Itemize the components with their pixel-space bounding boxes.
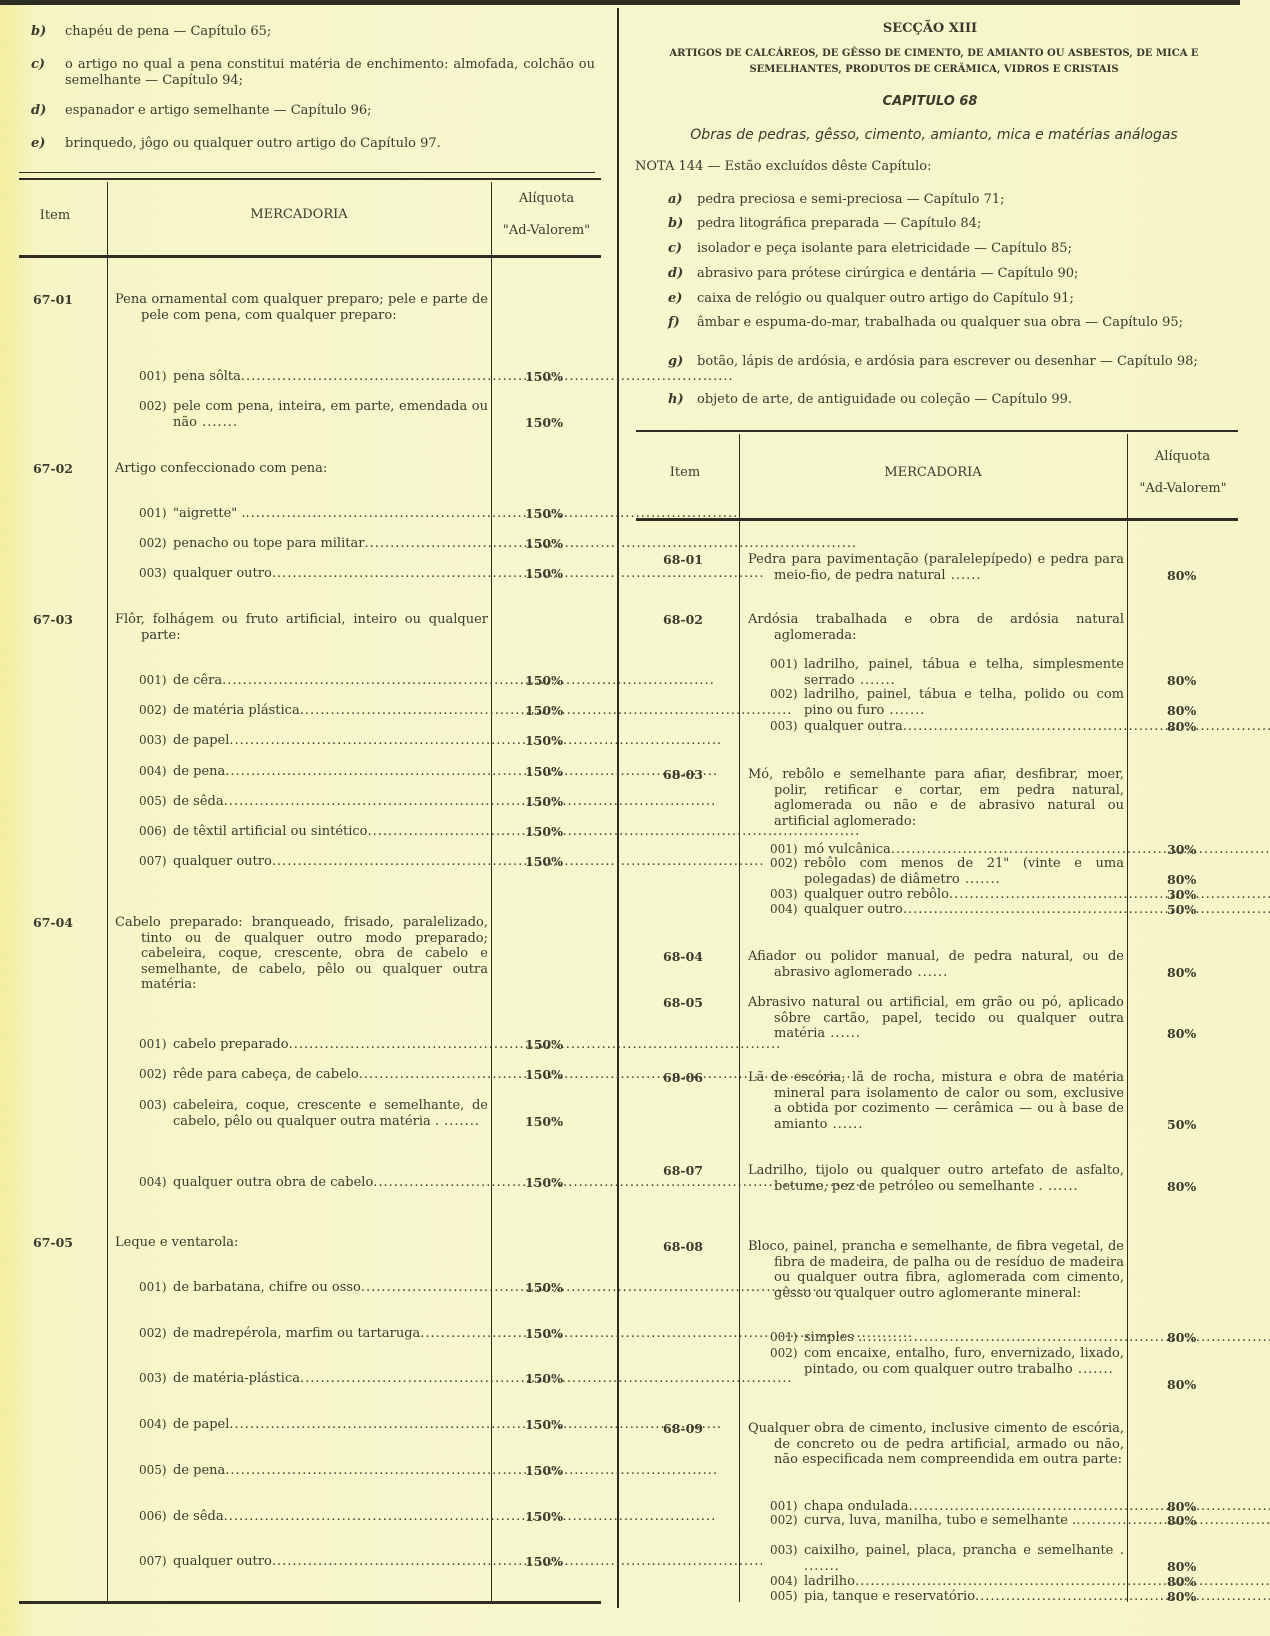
sub-item-rate: 80% xyxy=(1167,1377,1197,1393)
sub-item-code: 002) xyxy=(139,536,167,550)
sub-item xyxy=(770,1346,1124,1377)
sub-item-text xyxy=(173,1098,488,1129)
sub-item-code: 001) xyxy=(139,506,167,520)
leader-dots: ...... xyxy=(912,964,949,980)
right-table-top-rule xyxy=(636,430,1238,432)
sub-item-label: mó vulcânica xyxy=(804,842,891,857)
leader-dots xyxy=(225,764,718,780)
sub-item xyxy=(139,1280,488,1296)
item-code: 68-05 xyxy=(663,995,703,1010)
sub-item-code: 002) xyxy=(770,1513,798,1527)
sub-item-label: penacho ou tope para militar xyxy=(173,536,365,551)
sub-item-code: 003) xyxy=(139,566,167,580)
sub-item-rate: 150% xyxy=(525,1280,563,1295)
sub-item-label: de papel xyxy=(173,1417,230,1432)
sub-item-rate: 80% xyxy=(1167,1589,1197,1604)
sub-item xyxy=(139,1371,488,1387)
sub-item xyxy=(770,902,1124,918)
sub-item-label: de madrepérola, marfim ou tartaruga xyxy=(173,1326,421,1341)
sub-item-code: 006) xyxy=(139,824,167,838)
leader-dots xyxy=(855,1574,1270,1590)
sub-item-code: 004) xyxy=(770,902,798,916)
sub-item-rate: 150% xyxy=(525,764,563,779)
sub-item-label: qualquer outro xyxy=(173,1554,272,1569)
sub-item-rate: 80% xyxy=(1167,1513,1197,1528)
sub-item xyxy=(139,1463,488,1479)
leader-dots: ....... xyxy=(854,672,896,688)
sub-item-rate: 150% xyxy=(525,566,563,581)
sub-item-text xyxy=(173,566,765,582)
sub-item-label: rebôlo com menos de 21" (vinte e uma polegadas) de diâmetro xyxy=(804,856,1124,887)
sub-item-rate: 150% xyxy=(525,369,563,384)
sub-item-rate: 80% xyxy=(1167,702,1197,718)
leader-dots xyxy=(862,1330,1270,1346)
sub-item-text xyxy=(804,657,1124,688)
item-description-text: Ladrilho, tijolo ou qualquer outro artefato de asfalto, betume, pez de petróleo ou semelhante . xyxy=(748,1163,1124,1194)
sub-item-code: 001) xyxy=(139,1280,167,1294)
sub-item-rate: 80% xyxy=(1167,871,1197,887)
sub-item xyxy=(139,1509,488,1525)
sub-item-code: 002) xyxy=(139,1067,167,1081)
sub-item xyxy=(139,733,488,749)
sub-item-text xyxy=(173,854,765,870)
sub-item-rate: 50% xyxy=(1167,902,1197,917)
sub-item-label: de cêra xyxy=(173,673,223,688)
sub-item-code: 002) xyxy=(139,399,167,413)
item-description: Artigo confeccionado com pena: xyxy=(115,461,328,476)
note-label: e) xyxy=(668,291,683,306)
sub-item-label: "aigrette" . xyxy=(173,506,246,521)
sub-item-code: 001) xyxy=(770,842,798,856)
sub-item-rate: 150% xyxy=(525,1113,563,1129)
note-label: c) xyxy=(668,241,683,256)
item-description: Leque e ventarola: xyxy=(115,1235,239,1250)
sub-item-rate: 150% xyxy=(525,733,563,748)
sub-item xyxy=(770,657,1124,688)
leader-dots xyxy=(949,887,1270,903)
item-code: 68-06 xyxy=(663,1070,703,1085)
note-text: âmbar e espuma-do-mar, trabalhada ou qualquer sua obra — Capítulo 95; xyxy=(697,315,1184,330)
leader-dots xyxy=(224,1509,717,1525)
item-description xyxy=(748,1070,1124,1132)
sub-item xyxy=(139,794,488,810)
sub-item-code: 007) xyxy=(139,1554,167,1568)
sub-item-rate: 150% xyxy=(525,536,563,551)
sub-item-text xyxy=(173,1417,722,1433)
sub-item-label: de papel xyxy=(173,733,230,748)
item-code: 67-02 xyxy=(33,461,73,476)
note-label: h) xyxy=(668,392,684,407)
sub-item-code: 002) xyxy=(770,687,798,701)
sub-item-text xyxy=(173,1371,793,1387)
item-description xyxy=(748,552,1124,583)
right-header-mercadoria: MERCADORIA xyxy=(884,465,982,480)
note-label: b) xyxy=(668,216,684,231)
sub-item xyxy=(139,1554,488,1570)
sub-item xyxy=(770,1543,1124,1574)
sub-item-code: 001) xyxy=(770,657,798,671)
item-description: Ardósia trabalhada e obra de ardósia natural aglomerada: xyxy=(748,612,1124,643)
left-table-col2-line xyxy=(491,182,492,1601)
sub-item-text xyxy=(804,902,1270,918)
sub-item-text xyxy=(804,856,1124,887)
sub-item-code: 003) xyxy=(139,1098,167,1112)
sub-item-label: de matéria-plástica xyxy=(173,1371,300,1386)
item-code: 67-01 xyxy=(33,292,73,307)
sub-item-text xyxy=(804,1543,1124,1574)
item-description-text: Abrasivo natural ou artificial, em grão ou pó, aplicado sôbre cartão, papel, tecido ou qualquer outra matéria xyxy=(748,995,1124,1042)
sub-item-text xyxy=(173,1509,716,1525)
sub-item-text xyxy=(173,1037,781,1053)
sub-item xyxy=(139,1175,488,1191)
right-table-col2-line xyxy=(1127,434,1128,1602)
sub-item-label: de barbatana, chifre ou osso xyxy=(173,1280,361,1295)
sub-item xyxy=(139,1417,488,1433)
sub-item-rate: 150% xyxy=(525,506,563,521)
sub-item-code: 004) xyxy=(770,1574,798,1588)
sub-item-code: 005) xyxy=(139,794,167,808)
note-label: g) xyxy=(668,354,684,369)
sub-item-label: qualquer outro xyxy=(804,902,903,917)
left-header-item: Item xyxy=(39,208,71,223)
sub-item-label: curva, luva, manilha, tubo e semelhante . xyxy=(804,1513,1077,1528)
sub-item xyxy=(770,1589,1124,1605)
sub-item-rate: 150% xyxy=(525,854,563,869)
left-table-bottom-rule xyxy=(19,1601,601,1604)
item-code: 67-04 xyxy=(33,915,73,930)
item-rate: 50% xyxy=(1167,1116,1197,1132)
sub-item-label: qualquer outra obra de cabelo xyxy=(173,1175,374,1190)
right-table-col1-line xyxy=(739,434,740,1602)
leader-dots: ....... xyxy=(804,1558,840,1574)
sub-item-rate: 150% xyxy=(525,1554,563,1569)
sub-item xyxy=(139,824,488,840)
leader-dots xyxy=(272,1554,765,1570)
leader-dots: ...... xyxy=(825,1026,862,1042)
item-description xyxy=(748,949,1124,980)
leader-dots xyxy=(975,1589,1270,1605)
sub-item-text xyxy=(173,369,734,385)
sub-item-code: 002) xyxy=(139,1326,167,1340)
item-code: 68-07 xyxy=(663,1163,703,1178)
sub-item xyxy=(139,536,488,552)
item-code: 68-02 xyxy=(663,612,703,627)
sub-item-label: rêde para cabeça, de cabelo xyxy=(173,1067,359,1082)
sub-item-rate: 150% xyxy=(525,1371,563,1386)
sub-item-rate: 150% xyxy=(525,1417,563,1432)
note-text: abrasivo para prótese cirúrgica e dentária — Capítulo 90; xyxy=(697,266,1079,281)
note-text: objeto de arte, de antiguidade ou coleção — Capítulo 99. xyxy=(697,392,1073,407)
sub-item-label: de sêda xyxy=(173,794,224,809)
item-rate: 80% xyxy=(1167,964,1197,980)
leader-dots: ....... xyxy=(439,1113,481,1129)
leader-dots xyxy=(903,719,1270,735)
note-label: d) xyxy=(668,266,684,281)
sub-item-rate: 150% xyxy=(525,1037,563,1052)
sub-item-code: 003) xyxy=(770,1543,798,1557)
leader-dots: ...... xyxy=(1042,1178,1079,1194)
leader-dots xyxy=(241,369,734,385)
sub-item-label: pele com pena, inteira, em parte, emendada ou não xyxy=(173,399,488,430)
sub-item-rate: 150% xyxy=(525,414,563,430)
leader-dots: ....... xyxy=(959,871,1001,887)
sub-item-label: qualquer outro xyxy=(173,566,272,581)
sub-item-label: cabeleira, coque, crescente e semelhante, de cabelo, pêlo ou qualquer outra matéria . xyxy=(173,1098,488,1129)
sub-item xyxy=(139,566,488,582)
sub-item-rate: 80% xyxy=(1167,1574,1197,1589)
leader-dots xyxy=(364,536,857,552)
leader-dots xyxy=(272,566,765,582)
item-description-text: Pedra para pavimentação (paralelepípedo) e pedra para meio-fio, de pedra natural xyxy=(748,552,1124,583)
sub-item-rate: 30% xyxy=(1167,887,1197,902)
sub-item-text xyxy=(173,1463,718,1479)
left-header-mercadoria: MERCADORIA xyxy=(250,207,348,222)
item-rate: 80% xyxy=(1167,1026,1197,1042)
sub-item-text xyxy=(804,1346,1124,1377)
item-rate: 80% xyxy=(1167,1178,1197,1194)
sub-item-text xyxy=(804,719,1270,735)
item-code: 67-03 xyxy=(33,612,73,627)
sub-item xyxy=(770,719,1124,735)
leader-dots xyxy=(903,902,1270,918)
sub-item-label: de têxtil artificial ou sintético xyxy=(173,824,368,839)
sub-item-label: pena sôlta xyxy=(173,369,241,384)
item-description: Pena ornamental com qualquer preparo; pele e parte de pele com pena, com qualquer preparo: xyxy=(115,292,488,323)
sub-item-rate: 150% xyxy=(525,1463,563,1478)
sub-item xyxy=(139,854,488,870)
sub-item-code: 001) xyxy=(139,369,167,383)
leader-dots: ...... xyxy=(945,567,982,583)
right-header-aliquota: Alíquota xyxy=(1154,449,1211,464)
top-border xyxy=(0,0,1240,5)
sub-item xyxy=(139,1067,488,1083)
sub-item-code: 003) xyxy=(770,887,798,901)
sub-item-code: 005) xyxy=(139,1463,167,1477)
sub-item-code: 004) xyxy=(139,1417,167,1431)
sub-item-code: 001) xyxy=(770,1499,798,1513)
sub-item-code: 003) xyxy=(770,719,798,733)
sub-item-label: de sêda xyxy=(173,1509,224,1524)
leader-dots xyxy=(225,1463,718,1479)
sub-item-label: cabelo preparado xyxy=(173,1037,289,1052)
sub-item-code: 004) xyxy=(139,1175,167,1189)
sub-item-label: de matéria plástica xyxy=(173,703,300,718)
sub-item-text xyxy=(173,764,718,780)
sub-item-code: 003) xyxy=(139,733,167,747)
sub-item xyxy=(139,506,488,522)
sub-item xyxy=(139,703,488,719)
sub-item xyxy=(770,1330,1124,1346)
sub-item-code: 004) xyxy=(139,764,167,778)
sub-item-code: 001) xyxy=(139,673,167,687)
item-description: Bloco, painel, prancha e semelhante, de fibra vegetal, de fibra de madeira, de palha ou de resíduo de madeira ou qualquer outra fibra, aglomerada com cimento, gêsso ou qualquer outro aglomerante mineral: xyxy=(748,1239,1124,1301)
note-text: caixa de relógio ou qualquer outro artigo do Capítulo 91; xyxy=(697,291,1074,306)
left-table-top-rule xyxy=(19,178,601,180)
sub-item xyxy=(139,1326,488,1342)
leader-dots: ....... xyxy=(884,702,926,718)
sub-item xyxy=(139,764,488,780)
right-table-header-rule xyxy=(636,518,1238,521)
sub-item-label: caixilho, painel, placa, prancha e semelhante . xyxy=(804,1543,1124,1558)
note-heading: NOTA 144 — Estão excluídos dêste Capítulo: xyxy=(635,159,932,174)
sub-item-code: 006) xyxy=(139,1509,167,1523)
leader-dots xyxy=(229,733,722,749)
sub-item-text xyxy=(173,794,716,810)
sub-item-text xyxy=(804,1589,1270,1605)
leader-dots xyxy=(222,673,715,689)
item-description: Cabelo preparado: branqueado, frisado, paralelizado, tinto ou de qualquer outro modo preparado; cabeleira, coque, crescente, obra de cabelo e semelhante, de cabelo, pêlo ou qualquer outra matéria: xyxy=(115,915,488,993)
sub-item-rate: 150% xyxy=(525,824,563,839)
left-header-aliquota: Alíquota xyxy=(518,191,575,206)
note-label: a) xyxy=(668,192,683,207)
sub-item-rate: 80% xyxy=(1167,719,1197,734)
sub-item-text xyxy=(804,1330,1270,1346)
sub-item-rate: 150% xyxy=(525,794,563,809)
item-description-text: Afiador ou polidor manual, de pedra natural, ou de abrasivo aglomerado xyxy=(748,949,1124,980)
sub-item-label: ladrilho xyxy=(804,1574,855,1589)
sub-item-label: qualquer outro rebôlo xyxy=(804,887,949,902)
item-description: Qualquer obra de cimento, inclusive cimento de escória, de concreto ou de pedra artificial, armado ou não, não especificada nem compreendida em outra parte: xyxy=(748,1421,1124,1468)
item-rate: 80% xyxy=(1167,567,1197,583)
chapter-subtitle: Obras de pedras, gêsso, cimento, amianto, mica e matérias análogas xyxy=(690,127,1178,143)
sub-item-label: ladrilho, painel, tábua e telha, polido ou com pino ou furo xyxy=(804,687,1124,718)
sub-item-rate: 80% xyxy=(1167,672,1197,688)
note-text: isolador e peça isolante para eletricidade — Capítulo 85; xyxy=(697,241,1072,256)
sub-item-code: 002) xyxy=(770,1346,798,1360)
left-header-ad-valorem: "Ad-Valorem" xyxy=(502,223,591,238)
sub-item-text xyxy=(173,399,488,430)
note-text: pedra preciosa e semi-preciosa — Capítulo 71; xyxy=(697,192,1005,207)
note-text: pedra litográfica preparada — Capítulo 84; xyxy=(697,216,982,231)
leader-dots xyxy=(224,794,717,810)
sub-item-text xyxy=(173,673,715,689)
sub-item-rate: 150% xyxy=(525,1175,563,1190)
leader-dots: ....... xyxy=(1072,1361,1114,1377)
sub-item xyxy=(139,399,488,430)
sub-item-code: 003) xyxy=(139,1371,167,1385)
note-text: botão, lápis de ardósia, e ardósia para escrever ou desenhar — Capítulo 98; xyxy=(697,354,1198,369)
sub-item xyxy=(770,687,1124,718)
item-code: 68-08 xyxy=(663,1239,703,1254)
chapter-title: CAPITULO 68 xyxy=(882,94,978,109)
sub-item-rate: 150% xyxy=(525,703,563,718)
sub-item-code: 007) xyxy=(139,854,167,868)
note-label: f) xyxy=(668,315,680,330)
sub-item-text xyxy=(804,687,1124,718)
item-description: Flôr, folhágem ou fruto artificial, inteiro ou qualquer parte: xyxy=(115,612,488,643)
sub-item-label: de pena xyxy=(173,1463,226,1478)
sub-item-label: qualquer outro xyxy=(173,854,272,869)
item-code: 68-04 xyxy=(663,949,703,964)
sub-item-text xyxy=(804,1574,1270,1590)
sub-item xyxy=(770,1513,1124,1529)
sub-item xyxy=(770,887,1124,903)
sub-item-code: 005) xyxy=(770,1589,798,1603)
sub-item-text xyxy=(173,703,792,719)
notes-divider xyxy=(19,172,595,173)
leader-dots: ...... xyxy=(827,1116,864,1132)
sub-item-label: simples . xyxy=(804,1330,863,1345)
item-description: Mó, rebôlo e semelhante para afiar, desfibrar, moer, polir, retificar e cortar, em pedra natural, aglomerada ou não e de abrasivo natural ou artificial aglomerado: xyxy=(748,767,1124,829)
item-code: 68-01 xyxy=(663,552,703,567)
sub-item xyxy=(139,1098,488,1129)
item-description xyxy=(748,1163,1124,1194)
sub-item-label: ladrilho, painel, tábua e telha, simplesmente serrado xyxy=(804,657,1124,688)
sub-item-code: 002) xyxy=(139,703,167,717)
left-table-col1-line xyxy=(107,182,108,1601)
sub-item-rate: 30% xyxy=(1167,842,1197,857)
sub-item-rate: 80% xyxy=(1167,1499,1197,1514)
leader-dots: ....... xyxy=(196,414,239,430)
sub-item-code: 002) xyxy=(770,856,798,870)
sub-item-label: pia, tanque e reservatório xyxy=(804,1589,976,1604)
sub-item-text xyxy=(804,1513,1270,1529)
sub-item-text xyxy=(173,536,857,552)
leader-dots xyxy=(272,854,765,870)
sub-item-text xyxy=(173,733,722,749)
item-code: 67-05 xyxy=(33,1235,73,1250)
sub-item-code: 001) xyxy=(770,1330,798,1344)
item-description xyxy=(748,995,1124,1042)
sub-item-rate: 150% xyxy=(525,1326,563,1341)
sub-item xyxy=(139,673,488,689)
item-code: 68-09 xyxy=(663,1421,703,1436)
item-code: 68-03 xyxy=(663,767,703,782)
sub-item xyxy=(139,369,488,385)
sub-item-code: 001) xyxy=(139,1037,167,1051)
sub-item-rate: 150% xyxy=(525,1067,563,1082)
sub-item xyxy=(139,1037,488,1053)
sub-item xyxy=(770,856,1124,887)
sub-item-label: chapa ondulada xyxy=(804,1499,909,1514)
item-description-text: Lã de escória, lã de rocha, mistura e obra de matéria mineral para isolamento de calor ou som, exclusive a obtida por cozimento — cerâmica — ou à base de amianto xyxy=(748,1070,1124,1132)
sub-item-rate: 150% xyxy=(525,673,563,688)
sub-item-label: de pena xyxy=(173,764,226,779)
right-header-item: Item xyxy=(669,465,701,480)
right-header-ad-valorem: "Ad-Valorem" xyxy=(1139,481,1227,496)
section-title: SECÇÃO XIII xyxy=(882,21,978,36)
sub-item-label: com encaixe, entalho, furo, envernizado, lixado, pintado, ou com qualquer outro trabalho xyxy=(804,1346,1124,1377)
sub-item-rate: 150% xyxy=(525,1509,563,1524)
section-subtitle: ARTIGOS DE CALCÁREOS, DE GÊSSO DE CIMENTO, DE AMIANTO OU ASBESTOS, DE MICA E SEMELHANTES, PRODUTOS DE CERÂMICA, VIDROS E CRISTAIS xyxy=(669,48,1199,75)
sub-item xyxy=(770,1574,1124,1590)
sub-item-rate: 80% xyxy=(1167,1330,1197,1345)
sub-item-text xyxy=(804,887,1270,903)
leader-dots xyxy=(229,1417,722,1433)
sub-item-label: qualquer outra xyxy=(804,719,903,734)
sub-item-rate: 80% xyxy=(1167,1558,1197,1574)
sub-item-text xyxy=(173,1554,765,1570)
